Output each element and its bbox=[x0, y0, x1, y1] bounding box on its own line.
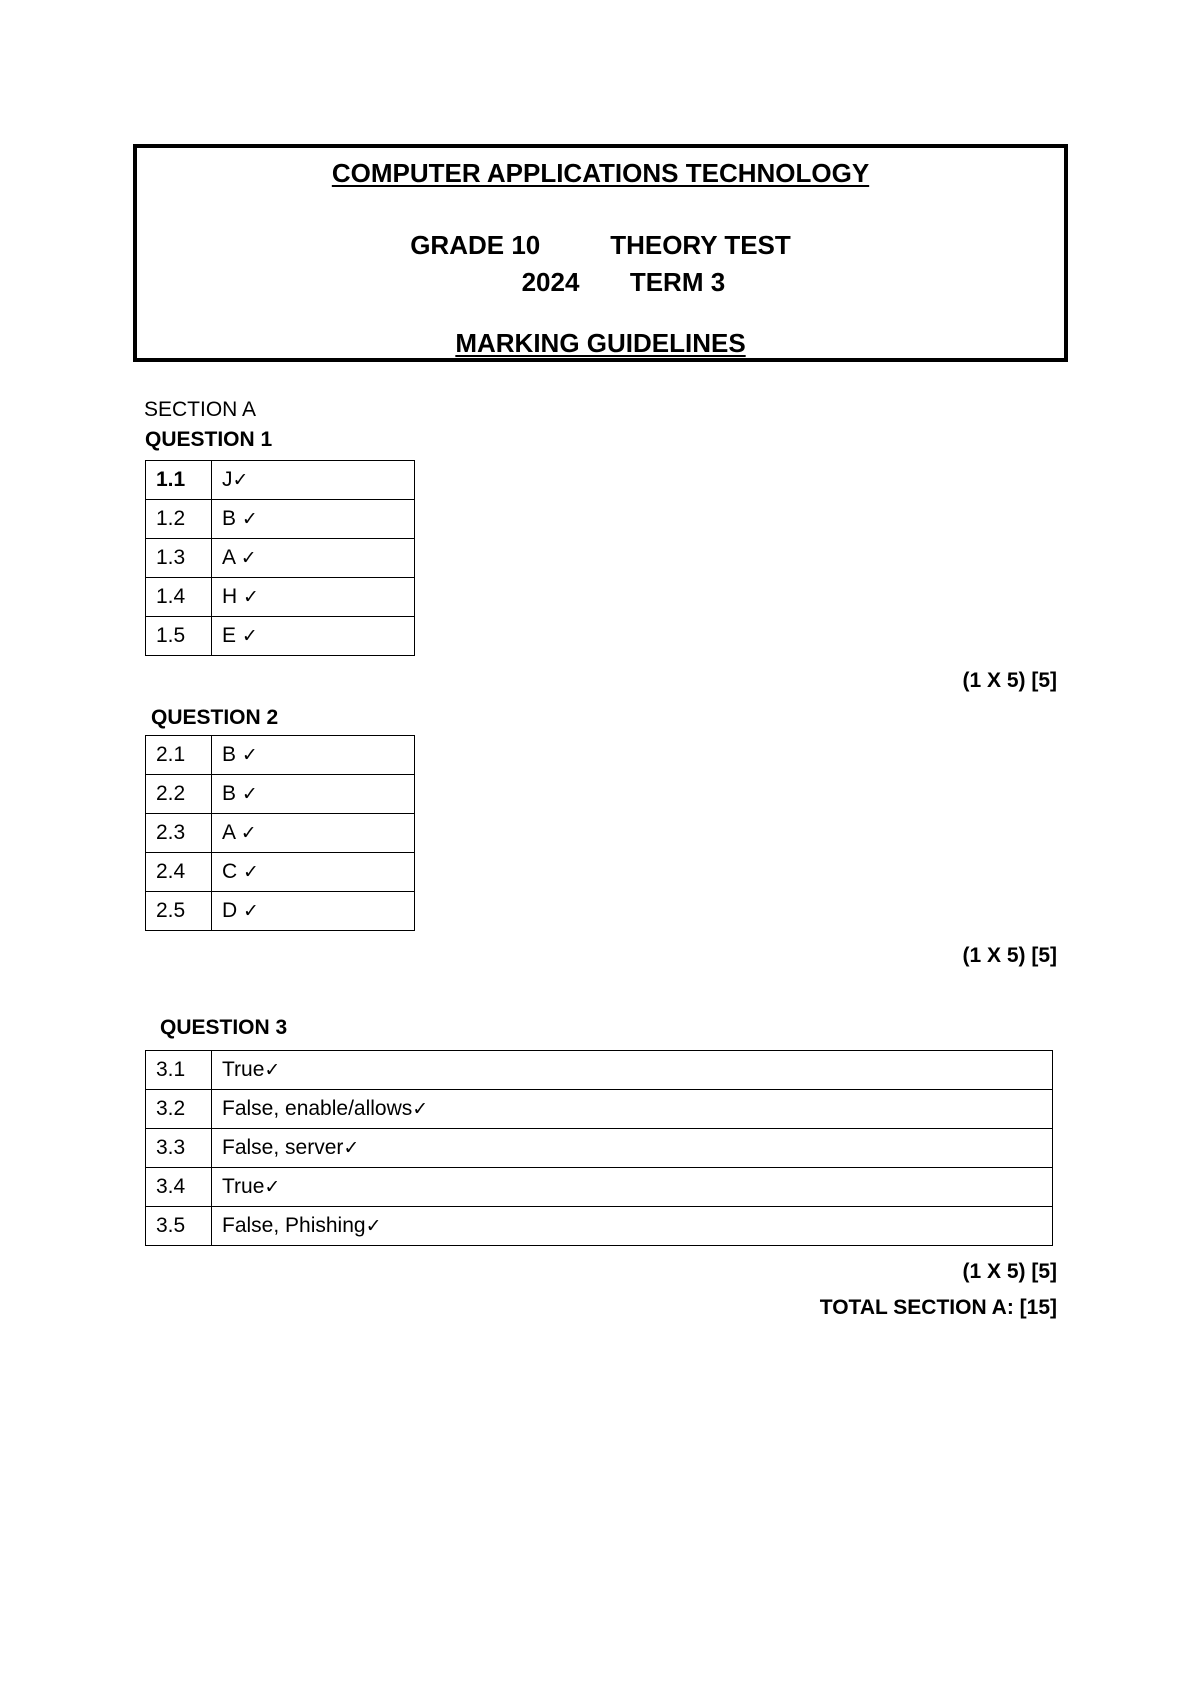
answer-cell: A ✓ bbox=[212, 814, 415, 853]
question-number: 2.5 bbox=[146, 892, 212, 931]
question2-marks: (1 X 5) [5] bbox=[962, 944, 1057, 967]
question3-heading: QUESTION 3 bbox=[160, 1016, 288, 1039]
check-icon: ✓ bbox=[241, 783, 258, 805]
check-icon: ✓ bbox=[243, 586, 259, 608]
check-icon: ✓ bbox=[241, 625, 258, 647]
table-row bbox=[146, 853, 415, 892]
table-row bbox=[146, 775, 415, 814]
check-icon: ✓ bbox=[240, 547, 257, 569]
answer-cell: C ✓ bbox=[212, 853, 415, 892]
table-row bbox=[146, 461, 415, 500]
answer-cell: True✓ bbox=[212, 1051, 1053, 1090]
answer-cell: D ✓ bbox=[212, 892, 415, 931]
total-section-a: TOTAL SECTION A: [15] bbox=[819, 1296, 1057, 1319]
answer-cell: False, server✓ bbox=[212, 1129, 1053, 1168]
check-icon: ✓ bbox=[240, 822, 257, 844]
question1-table bbox=[145, 460, 415, 656]
section-label: SECTION A bbox=[144, 398, 257, 421]
question-number: 2.2 bbox=[146, 775, 212, 814]
question3-table bbox=[145, 1050, 1053, 1246]
question-number: 1.2 bbox=[146, 500, 212, 539]
answer-cell: False, enable/allows✓ bbox=[212, 1090, 1053, 1129]
document-title: COMPUTER APPLICATIONS TECHNOLOGY bbox=[331, 158, 870, 188]
question2-table bbox=[145, 735, 415, 931]
check-icon: ✓ bbox=[343, 1137, 360, 1159]
question-number: 2.3 bbox=[146, 814, 212, 853]
question-number: 1.3 bbox=[146, 539, 212, 578]
table-row bbox=[146, 736, 415, 775]
table-row bbox=[146, 617, 415, 656]
answer-cell: B ✓ bbox=[212, 736, 415, 775]
check-icon: ✓ bbox=[412, 1098, 429, 1120]
check-icon: ✓ bbox=[243, 900, 259, 922]
check-icon: ✓ bbox=[264, 1059, 281, 1081]
header-box bbox=[133, 144, 1068, 362]
grade-label: GRADE 10 bbox=[410, 230, 541, 260]
term-label: TERM 3 bbox=[629, 267, 726, 297]
answer-cell: A ✓ bbox=[212, 539, 415, 578]
answer-cell: B ✓ bbox=[212, 500, 415, 539]
question-number: 2.1 bbox=[146, 736, 212, 775]
year-term-line bbox=[137, 267, 1064, 298]
answer-cell: H ✓ bbox=[212, 578, 415, 617]
table-row bbox=[146, 578, 415, 617]
table-row bbox=[146, 1090, 1053, 1129]
check-icon: ✓ bbox=[241, 744, 258, 766]
answer-cell: False, Phishing✓ bbox=[212, 1207, 1053, 1246]
answer-cell: True✓ bbox=[212, 1168, 1053, 1207]
question2-heading: QUESTION 2 bbox=[151, 706, 279, 729]
table-row bbox=[146, 1051, 1053, 1090]
table-row bbox=[146, 814, 415, 853]
question-number: 2.4 bbox=[146, 853, 212, 892]
marking-guidelines-title: MARKING GUIDELINES bbox=[455, 328, 746, 358]
check-icon: ✓ bbox=[241, 508, 258, 530]
table-row bbox=[146, 1207, 1053, 1246]
year-label: 2024 bbox=[521, 267, 580, 297]
check-icon: ✓ bbox=[264, 1176, 281, 1198]
answer-cell: J✓ bbox=[212, 461, 415, 500]
question-number: 1.5 bbox=[146, 617, 212, 656]
check-icon: ✓ bbox=[365, 1215, 382, 1237]
check-icon: ✓ bbox=[232, 469, 249, 491]
question1-heading: QUESTION 1 bbox=[145, 428, 273, 451]
question-number: 3.2 bbox=[146, 1090, 212, 1129]
question-number: 3.1 bbox=[146, 1051, 212, 1090]
grade-test-line bbox=[137, 230, 1064, 261]
question1-marks: (1 X 5) [5] bbox=[962, 669, 1057, 692]
test-type-label: THEORY TEST bbox=[610, 230, 791, 260]
table-row bbox=[146, 539, 415, 578]
table-row bbox=[146, 1129, 1053, 1168]
table-row bbox=[146, 1168, 1053, 1207]
question-number: 1.4 bbox=[146, 578, 212, 617]
table-row bbox=[146, 892, 415, 931]
answer-cell: E ✓ bbox=[212, 617, 415, 656]
question-number: 1.1 bbox=[146, 461, 212, 500]
question-number: 3.3 bbox=[146, 1129, 212, 1168]
check-icon: ✓ bbox=[243, 861, 259, 883]
question3-marks: (1 X 5) [5] bbox=[962, 1260, 1057, 1283]
table-row bbox=[146, 500, 415, 539]
answer-cell: B ✓ bbox=[212, 775, 415, 814]
question-number: 3.5 bbox=[146, 1207, 212, 1246]
question-number: 3.4 bbox=[146, 1168, 212, 1207]
